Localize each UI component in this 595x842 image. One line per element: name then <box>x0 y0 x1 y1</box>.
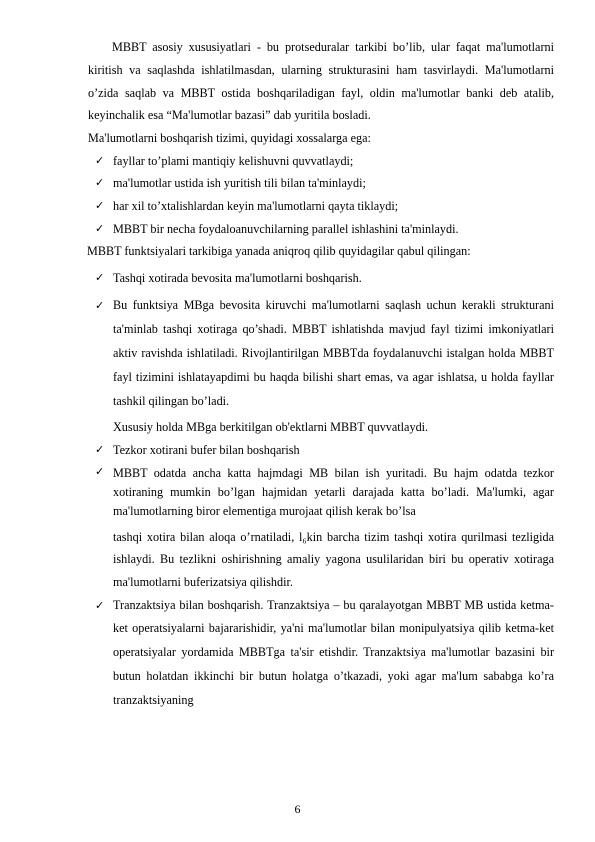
list-item: ✓ har xil to’xtalishlardan keyin ma'lumotlarni qayta tiklaydi; <box>88 195 554 218</box>
item-note: Xususiy holda MBga berkitilgan ob'ektlarni MBBT quvvatlaydi. <box>113 420 429 435</box>
checkmark-icon: ✓ <box>95 442 105 456</box>
item-continuation: tashqi xotira bilan aloqa o’rnatiladi, l₆kin barcha tizim tashqi xotira qurilmasi tezligida ishlaydi. Bu tezlikni oshirishning amaliy yagona usulilaridan biri bu operativ xotiraga ma'lumotlarni buferizatsiya qilishdir. <box>113 529 554 589</box>
list-item: ✓ fayllar to’plami mantiqiy kelishuvni quvvatlaydi; <box>88 150 554 173</box>
list-item: ✓ Tashqi xotirada bevosita ma'lumotlarni boshqarish. <box>88 267 554 290</box>
funcs-heading: MBBT funktsiyalari tarkibiga yanada aniqroq qilib quyidagilar qabul qilingan: <box>87 244 471 259</box>
intro-paragraph: MBBT asosiy xususiyatlari - bu protseduralar tarkibi bo’lib, ular faqat ma'lumotlarni kiritish va saqlashda ishlatilmasdan, ularning strukturasini ham tasvirlaydi. Ma'lumotlarni o’zida saqlab va MBBT ostida boshqariladigan fayl, oldin ma'lumotlar banki deb atalib, keyinchalik esa “Ma'lumotlar bazasi” dab yuritila bosladi. <box>88 40 554 123</box>
checkmark-icon: ✓ <box>95 299 105 313</box>
page-number: 6 <box>294 802 301 816</box>
list-item: ✓ ma'lumotlar ustida ish yuritish tili bilan ta'minlaydi; <box>88 172 554 195</box>
mgmt-heading: Ma'lumotlarni boshqarish tizimi, quyidagi xossalarga ega: <box>88 131 371 146</box>
functions-list-continued <box>88 439 554 522</box>
list-item: ✓ Bu funktsiya MBga bevosita kiruvchi ma'lumotlarni saqlash uchun kerakli strukturani ta'minlab tashqi xotiraga qo’shadi. MBBT ishlatishda mavjud fayl tizimi imkoniyatlari aktiv ravishda ishlatiladi. Rivojlantirilgan MBBTda foydalanuvchi istalgan holda MBBT fayl tizimini ishlatayapdimi bu haqda bilishi shart emas, va agar ishlatsa, u holda fayllar tashkil qilingan bo’ladi. <box>88 294 554 413</box>
functions-list-end <box>88 594 554 713</box>
list-item: ✓ Tranzaktsiya bilan boshqarish. Tranzaktsiya – bu qaralayotgan MBBT MB ustida ketma-ket operatsiyalarni bajararishidir, ya'ni ma'lumotlar bilan monipulyatsiya qilib ketma-ket operatsiyalar yordamida MBBTga ta'sir etishdir. Tranzaktsiya ma'lumotlar bazasini bir butun holatdan ikkinchi bir butun holatga o’tkazadi, yoki agar ma'lum sababga ko’ra tranzaktsiyaning <box>88 594 554 713</box>
checkmark-icon: ✓ <box>95 598 105 612</box>
list-item: ✓ MBBT bir necha foydaloanuvchilarning parallel ishlashini ta'minlaydi. <box>88 218 554 241</box>
properties-list <box>88 150 554 240</box>
list-item: ✓ Tezkor xotirani bufer bilan boshqarish <box>88 439 554 462</box>
checkmark-icon: ✓ <box>95 153 105 167</box>
checkmark-icon: ✓ <box>95 464 105 478</box>
functions-list <box>88 267 554 414</box>
list-item: ✓ MBBT odatda ancha katta hajmdagi MB bilan ish yuritadi. Bu hajm odatda tezkor xotiraning mumkin bo’lgan hajmidan yetarli darajada katta bo’ladi. Ma'lumki, agar ma'lumotlarning biror elementiga murojaat qilish kerak bo’lsa <box>88 462 554 522</box>
checkmark-icon: ✓ <box>95 221 105 235</box>
checkmark-icon: ✓ <box>95 270 105 284</box>
checkmark-icon: ✓ <box>95 176 105 190</box>
document-page <box>88 36 554 713</box>
checkmark-icon: ✓ <box>95 198 105 212</box>
